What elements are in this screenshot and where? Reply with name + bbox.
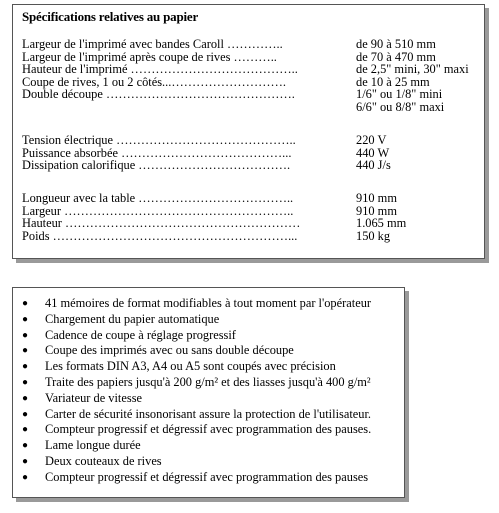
bullet-icon: ●	[22, 408, 29, 420]
feature-text: Lame longue durée	[45, 438, 141, 453]
feature-text: Compteur progressif et dégressif avec programmation des pauses.	[45, 422, 372, 437]
bullet-icon: ●	[22, 455, 29, 467]
features-panel	[12, 287, 405, 498]
feature-text: Compteur progressif et dégressif avec programmation des pauses	[45, 469, 369, 484]
feature-text: 41 mémoires de format modifiables à tout moment par l'opérateur	[45, 296, 372, 310]
spec-label: Double découpe ……………………………………….	[22, 87, 295, 102]
features-list	[19, 296, 399, 486]
feature-item	[19, 470, 399, 486]
feature-item	[19, 375, 399, 391]
feature-text: Les formats DIN A3, A4 ou A5 sont coupés avec précision	[45, 359, 336, 374]
spec-label: Largeur ………………………………………………..	[22, 203, 294, 218]
bullet-icon: ●	[22, 392, 29, 404]
bullet-icon: ●	[22, 298, 29, 309]
spec-row	[22, 192, 477, 205]
spec-row	[22, 230, 477, 243]
feature-item	[19, 359, 399, 375]
spec-label: Longueur avec la table ………………………………..	[22, 191, 294, 205]
spec-label: Poids …………………………………………………...	[22, 228, 298, 243]
spec-row	[22, 134, 477, 147]
feature-text: Chargement du papier automatique	[45, 311, 220, 326]
spec-row	[22, 63, 477, 76]
spec-value: 910 mm	[356, 203, 397, 218]
spec-label: Dissipation calorifique ……………………………….	[22, 158, 291, 173]
spec-row	[22, 38, 477, 51]
spec-label: Largeur de l'imprimé avec bandes Caroll …………..	[22, 37, 283, 51]
spec-label: Largeur de l'imprimé après coupe de rives ………..	[22, 49, 277, 64]
bullet-icon: ●	[22, 361, 29, 373]
bullet-icon: ●	[22, 345, 29, 357]
feature-text: Cadence de coupe à réglage progressif	[45, 327, 236, 342]
specifications-title: Spécifications relatives au papier	[22, 9, 199, 24]
spec-label: Hauteur de l'imprimé …………………………………..	[22, 62, 298, 77]
spec-value: 6/6" ou 8/8" maxi	[356, 99, 445, 114]
spec-value: de 2,5" mini, 30" maxi	[356, 62, 469, 77]
spec-group-electrical	[22, 134, 477, 172]
spec-group-paper	[22, 38, 477, 114]
feature-item	[19, 422, 399, 438]
bullet-icon: ●	[22, 424, 29, 436]
feature-item	[19, 296, 399, 312]
bullet-icon: ●	[22, 471, 29, 483]
feature-text: Deux couteaux de rives	[45, 453, 162, 468]
feature-item	[19, 454, 399, 470]
bullet-icon: ●	[22, 376, 29, 388]
spec-label: Coupe de rives, 1 ou 2 côtés...……………………….	[22, 74, 286, 89]
spec-value: 1/6" ou 1/8" mini	[356, 87, 443, 102]
spec-value: 910 mm	[356, 191, 397, 205]
feature-item	[19, 343, 399, 359]
feature-item	[19, 312, 399, 328]
feature-item	[19, 328, 399, 344]
spec-row	[22, 159, 477, 172]
spec-value: 220 V	[356, 133, 387, 147]
specifications-panel	[12, 4, 485, 259]
spec-value: de 10 à 25 mm	[356, 74, 430, 89]
spec-value: 440 W	[356, 145, 390, 160]
spec-label: Hauteur …………………………………………………	[22, 216, 301, 231]
spec-value: 440 J/s	[356, 158, 391, 173]
spec-value: de 90 à 510 mm	[356, 37, 436, 51]
spec-value: de 70 à 470 mm	[356, 49, 436, 64]
feature-text: Traite des papiers jusqu'à 200 g/m² et des liasses jusqu'à 400 g/m²	[45, 374, 371, 389]
spec-group-dimensions	[22, 192, 477, 242]
feature-item	[19, 438, 399, 454]
spec-label: Puissance absorbée …………………………………...	[22, 145, 292, 160]
bullet-icon: ●	[22, 329, 29, 341]
spec-row	[22, 101, 477, 114]
spec-value: 1.065 mm	[356, 216, 407, 231]
spec-value: 150 kg	[356, 228, 391, 243]
feature-text: Coupe des imprimés avec ou sans double découpe	[45, 343, 294, 358]
feature-item	[19, 391, 399, 407]
feature-item	[19, 407, 399, 423]
feature-text: Carter de sécurité insonorisant assure la protection de l'utilisateur.	[45, 406, 372, 421]
bullet-icon: ●	[22, 440, 29, 452]
feature-text: Variateur de vitesse	[45, 390, 143, 405]
spec-label: Tension électrique ……………………………………..	[22, 133, 296, 147]
bullet-icon: ●	[22, 313, 29, 325]
spec-row	[22, 217, 477, 230]
